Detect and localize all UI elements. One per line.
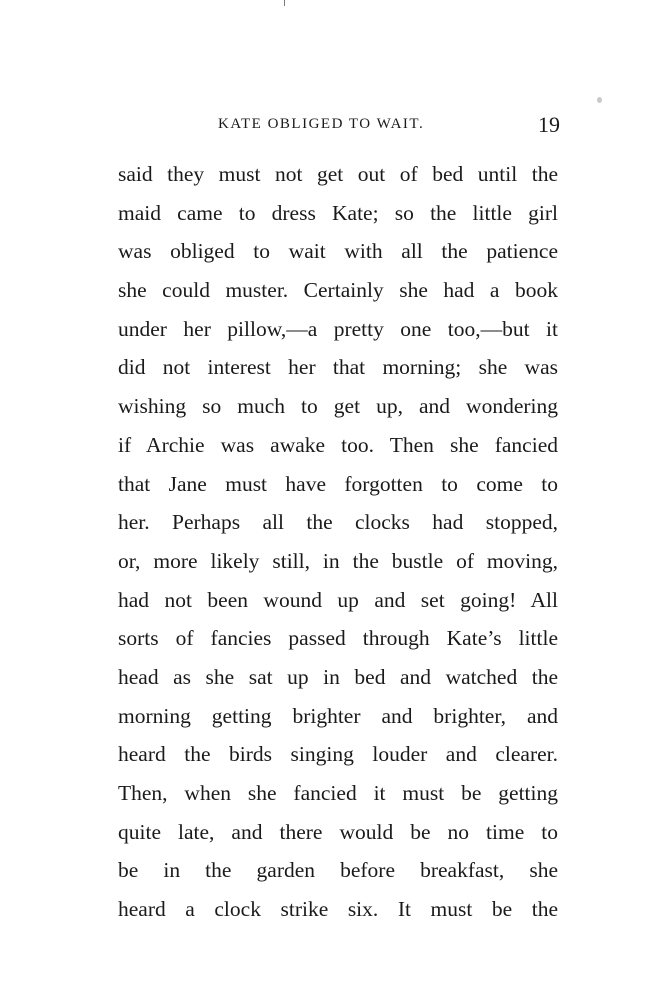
text-line: heard the birds singing louder and clearer.	[118, 742, 558, 767]
text-line: that Jane must have forgotten to come to	[118, 471, 558, 496]
text-line: her. Perhaps all the clocks had stopped,	[118, 510, 558, 535]
paper-speck	[597, 97, 602, 103]
text-line: sorts of fancies passed through Kate’s little	[118, 626, 558, 651]
text-line: if Archie was awake too. Then she fancied	[118, 432, 558, 457]
text-line: morning getting brighter and brighter, and	[118, 703, 558, 728]
text-line: be in the garden before breakfast, she	[118, 858, 558, 883]
text-line: Then, when she fancied it must be getting	[118, 781, 558, 805]
text-line: head as she sat up in bed and watched the	[118, 664, 558, 689]
text-line: she could muster. Certainly she had a book	[118, 278, 558, 303]
page-header	[118, 112, 560, 142]
page-edge-mark	[284, 0, 285, 6]
text-line: did not interest her that morning; she was	[118, 355, 558, 380]
text-line: was obliged to wait with all the patience	[118, 239, 558, 264]
text-line: had not been wound up and set going! All	[118, 587, 558, 612]
text-line: wishing so much to get up, and wondering	[118, 394, 558, 419]
text-line: said they must not get out of bed until the	[118, 162, 558, 186]
text-line: quite late, and there would be no time to	[118, 819, 558, 844]
text-line: under her pillow,—a pretty one too,—but it	[118, 316, 558, 341]
running-head: KATE OBLIGED TO WAIT.	[218, 116, 425, 132]
body-text	[118, 155, 558, 929]
text-line: heard a clock strike six. It must be the	[118, 897, 558, 922]
text-line: maid came to dress Kate; so the little girl	[118, 200, 558, 225]
page-number: 19	[538, 112, 560, 137]
text-line: or, more likely still, in the bustle of moving,	[118, 548, 558, 573]
